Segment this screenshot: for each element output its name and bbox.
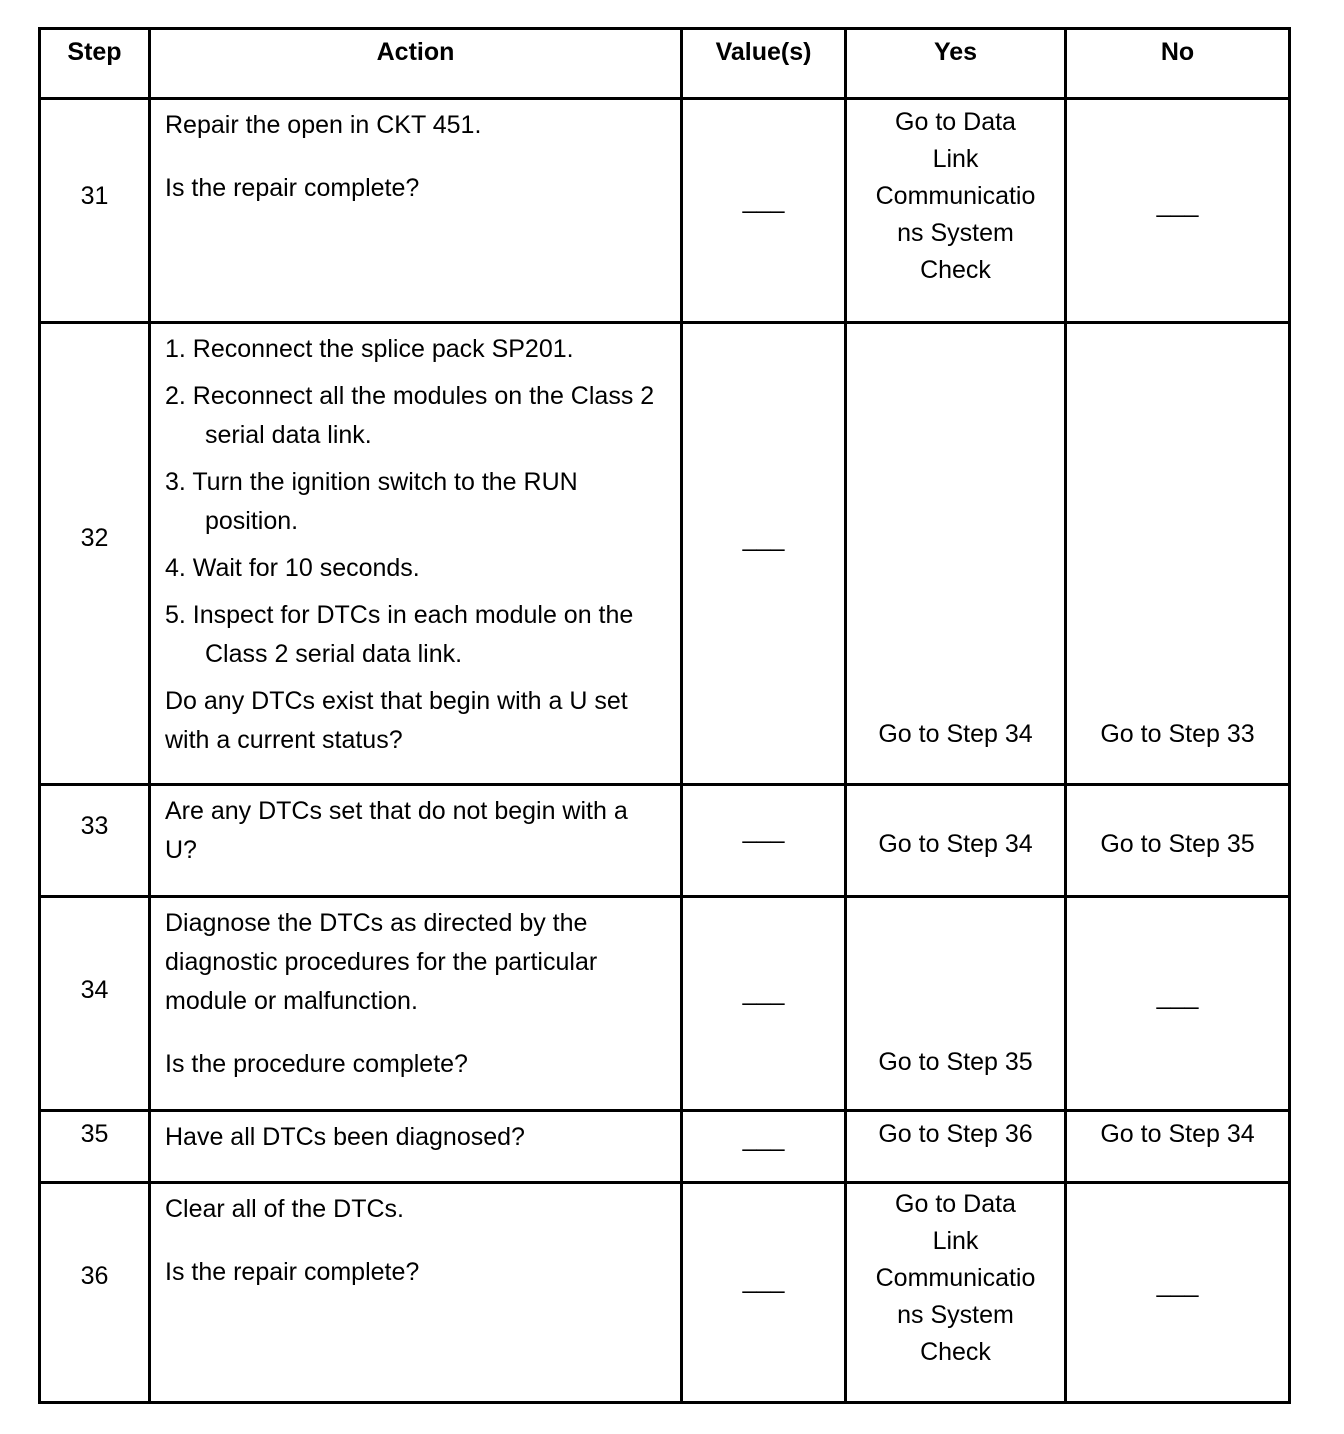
table-row xyxy=(40,1111,1290,1183)
yes-line: Communicatio xyxy=(875,1264,1036,1292)
yes-cell xyxy=(846,323,1066,785)
action-question: Do any DTCs exist that begin with a U set with a current status? xyxy=(165,687,628,754)
yes-line: Link xyxy=(932,145,979,173)
action-cell xyxy=(150,1183,682,1403)
table-row xyxy=(40,323,1290,785)
action-cell xyxy=(150,99,682,323)
yes-cell xyxy=(846,785,1066,897)
action-step-item: 4. Wait for 10 seconds. xyxy=(165,554,420,582)
yes-line: Go to Data xyxy=(895,1190,1016,1218)
no-target: Go to Step 35 xyxy=(1100,830,1255,858)
yes-target: Go to Step 35 xyxy=(878,1048,1033,1076)
value-cell xyxy=(682,1111,846,1183)
action-step-item: 3. Turn the ignition switch to the RUN position. xyxy=(165,468,578,535)
step-number: 32 xyxy=(40,323,150,785)
table-row xyxy=(40,1183,1290,1403)
yes-line: Go to Data xyxy=(895,108,1016,136)
value-cell xyxy=(682,323,846,785)
value-cell xyxy=(682,785,846,897)
no-dash: ___ xyxy=(1156,982,1199,1010)
yes-line: Check xyxy=(920,1338,991,1366)
value-dash: ___ xyxy=(742,1266,785,1294)
header-yes: Yes xyxy=(846,29,1066,99)
action-text: Clear all of the DTCs. xyxy=(165,1195,404,1223)
yes-line: Check xyxy=(920,256,991,284)
action-question: Is the repair complete? xyxy=(165,1258,420,1286)
yes-cell xyxy=(846,1111,1066,1183)
header-step: Step xyxy=(40,29,150,99)
value-dash: ___ xyxy=(742,978,785,1006)
no-target: Go to Step 34 xyxy=(1100,1120,1255,1148)
action-text: Have all DTCs been diagnosed? xyxy=(165,1123,525,1151)
value-dash: ___ xyxy=(742,186,785,214)
no-cell xyxy=(1066,1111,1290,1183)
step-number: 33 xyxy=(40,785,150,897)
no-cell xyxy=(1066,897,1290,1111)
value-dash: ___ xyxy=(742,524,785,552)
yes-cell xyxy=(846,99,1066,323)
yes-cell xyxy=(846,1183,1066,1403)
action-cell xyxy=(150,897,682,1111)
action-question: Is the repair complete? xyxy=(165,174,420,202)
table-row xyxy=(40,897,1290,1111)
step-number: 36 xyxy=(40,1183,150,1403)
step-number: 31 xyxy=(40,99,150,323)
header-values: Value(s) xyxy=(682,29,846,99)
action-text: Diagnose the DTCs as directed by the diagnostic procedures for the particular module or malfunction. xyxy=(165,909,598,1015)
action-step-item: 1. Reconnect the splice pack SP201. xyxy=(165,335,574,363)
yes-target: Go to Step 34 xyxy=(878,720,1033,748)
value-cell xyxy=(682,99,846,323)
yes-line: ns System xyxy=(897,1301,1014,1329)
value-cell xyxy=(682,1183,846,1403)
step-number: 35 xyxy=(40,1111,150,1183)
action-question: Is the procedure complete? xyxy=(165,1050,468,1078)
action-step-item: 2. Reconnect all the modules on the Class 2 serial data link. xyxy=(165,382,655,449)
yes-cell xyxy=(846,897,1066,1111)
action-text: Repair the open in CKT 451. xyxy=(165,111,482,139)
no-dash: ___ xyxy=(1156,190,1199,218)
action-step-item: 5. Inspect for DTCs in each module on the Class 2 serial data link. xyxy=(165,601,634,668)
header-action: Action xyxy=(150,29,682,99)
action-text: Are any DTCs set that do not begin with a U? xyxy=(165,797,628,864)
yes-line: Communicatio xyxy=(875,182,1036,210)
yes-line: Link xyxy=(932,1227,979,1255)
action-cell xyxy=(150,323,682,785)
table-row xyxy=(40,785,1290,897)
yes-target: Go to Step 34 xyxy=(878,830,1033,858)
no-cell xyxy=(1066,785,1290,897)
step-number: 34 xyxy=(40,897,150,1111)
action-cell xyxy=(150,785,682,897)
no-cell xyxy=(1066,323,1290,785)
diagnostic-table xyxy=(38,27,1291,1404)
yes-target: Go to Step 36 xyxy=(878,1120,1033,1148)
table-row xyxy=(40,99,1290,323)
action-cell xyxy=(150,1111,682,1183)
header-no: No xyxy=(1066,29,1290,99)
yes-line: ns System xyxy=(897,219,1014,247)
header-row xyxy=(40,29,1290,99)
action-steps xyxy=(165,330,666,674)
value-dash: ___ xyxy=(742,816,785,844)
no-target: Go to Step 33 xyxy=(1100,720,1255,748)
no-dash: ___ xyxy=(1156,1270,1199,1298)
value-dash: ___ xyxy=(742,1124,785,1152)
no-cell xyxy=(1066,99,1290,323)
no-cell xyxy=(1066,1183,1290,1403)
value-cell xyxy=(682,897,846,1111)
